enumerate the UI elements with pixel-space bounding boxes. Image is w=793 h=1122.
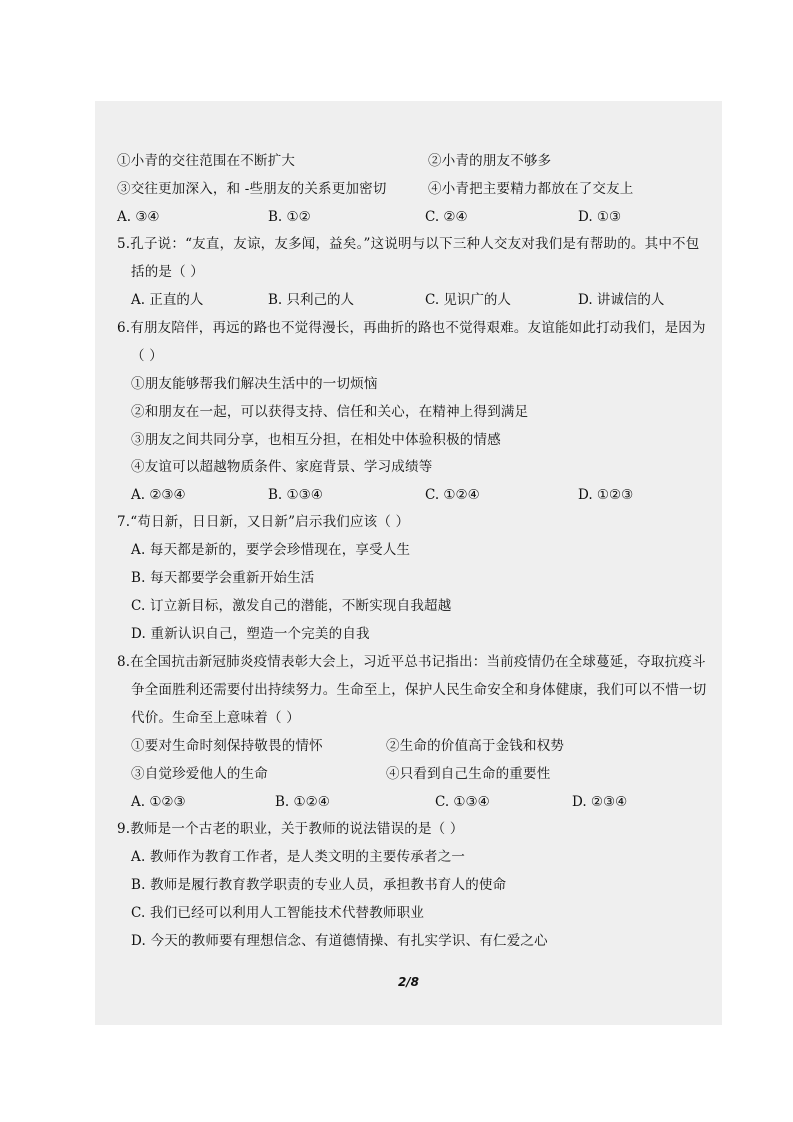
q8-statement-1: ①要对生命时刻保持敬畏的情怀	[131, 738, 323, 754]
exam-page	[95, 101, 722, 1025]
q4-statement-3: ③交往更加深入，和 -些朋友的关系更加密切	[117, 181, 387, 197]
q9-option-a: A. 教师作为教育工作者，是人类文明的主要传承者之一	[131, 849, 466, 865]
q7-option-d: D. 重新认识自己，塑造一个完美的自我	[131, 626, 370, 642]
q6-statement-1: ①朋友能够帮我们解决生活中的一切烦恼	[131, 376, 378, 392]
q4-statement-1: ①小青的交往范围在不断扩大	[117, 153, 296, 169]
q9-option-c: C. 我们已经可以利用人工智能技术代替教师职业	[131, 905, 425, 921]
q8-stem-cont-1: 争全面胜利还需要付出持续努力。生命至上，保护人民生命安全和身体健康，我们可以不惜一切	[131, 682, 707, 698]
q8-option-a: A. ①②③	[131, 794, 186, 810]
q6-statement-2: ②和朋友在一起，可以获得支持、信任和关心，在精神上得到满足	[131, 404, 529, 420]
q7-option-a: A. 每天都是新的，要学会珍惜现在，享受人生	[131, 542, 411, 558]
q8-option-c: C. ①③④	[435, 794, 490, 810]
q6-stem-cont: （ ）	[131, 348, 163, 364]
q8-statement-2: ②生命的价值高于金钱和权势	[386, 738, 565, 754]
q5-stem: 5.孔子说：“友直，友谅，友多闻，益矣。”这说明与以下三种人交友对我们是有帮助的。其中不包	[117, 236, 700, 252]
q7-option-b: B. 每天都要学会重新开始生活	[131, 570, 315, 586]
q5-option-c: C. 见识广的人	[425, 292, 511, 308]
q6-option-d: D. ①②③	[578, 487, 634, 503]
q9-option-b: B. 教师是履行教育教学职责的专业人员，承担教书育人的使命	[131, 877, 507, 893]
q4-statement-4: ④小青把主要精力都放在了交友上	[428, 181, 634, 197]
q5-option-d: D. 讲诚信的人	[578, 292, 665, 308]
q9-stem: 9.教师是一个古老的职业，关于教师的说法错误的是（ ）	[117, 821, 464, 837]
q6-statement-4: ④友谊可以超越物质条件、家庭背景、学习成绩等	[131, 459, 433, 475]
q8-stem-cont-2: 代价。生命至上意味着（ ）	[131, 710, 300, 726]
q6-option-c: C. ①②④	[425, 487, 480, 503]
q8-statement-4: ④只看到自己生命的重要性	[386, 766, 551, 782]
q4-statement-2: ②小青的朋友不够多	[428, 153, 552, 169]
q9-option-d: D. 今天的教师要有理想信念、有道德情操、有扎实学识、有仁爱之心	[131, 933, 548, 949]
q4-option-b: B. ①②	[268, 209, 311, 225]
page-number: 2/8	[397, 975, 420, 989]
q6-stem: 6.有朋友陪伴，再远的路也不觉得漫长，再曲折的路也不觉得艰难。友谊能如此打动我们，是因为	[117, 320, 706, 336]
q6-option-b: B. ①③④	[268, 487, 323, 503]
q5-stem-cont: 括的是（ ）	[131, 264, 204, 280]
q8-stem: 8.在全国抗击新冠肺炎疫情表彰大会上，习近平总书记指出：当前疫情仍在全球蔓延，夺取抗疫斗	[117, 654, 706, 670]
q4-option-d: D. ①③	[578, 209, 622, 225]
q8-statement-3: ③自觉珍爱他人的生命	[131, 766, 268, 782]
q7-stem: 7.“苟日新，日日新，又日新”启示我们应该（ ）	[117, 514, 410, 530]
q4-option-c: C. ②④	[425, 209, 468, 225]
q7-option-c: C. 订立新目标，激发自己的潜能，不断实现自我超越	[131, 598, 452, 614]
q5-option-a: A. 正直的人	[131, 292, 204, 308]
q8-option-d: D. ②③④	[572, 794, 628, 810]
q6-statement-3: ③朋友之间共同分享，也相互分担，在相处中体验积极的情感	[131, 432, 501, 448]
q4-option-a: A. ③④	[117, 209, 160, 225]
q8-option-b: B. ①②④	[275, 794, 330, 810]
q6-option-a: A. ②③④	[131, 487, 186, 503]
q5-option-b: B. 只利己的人	[268, 292, 355, 308]
